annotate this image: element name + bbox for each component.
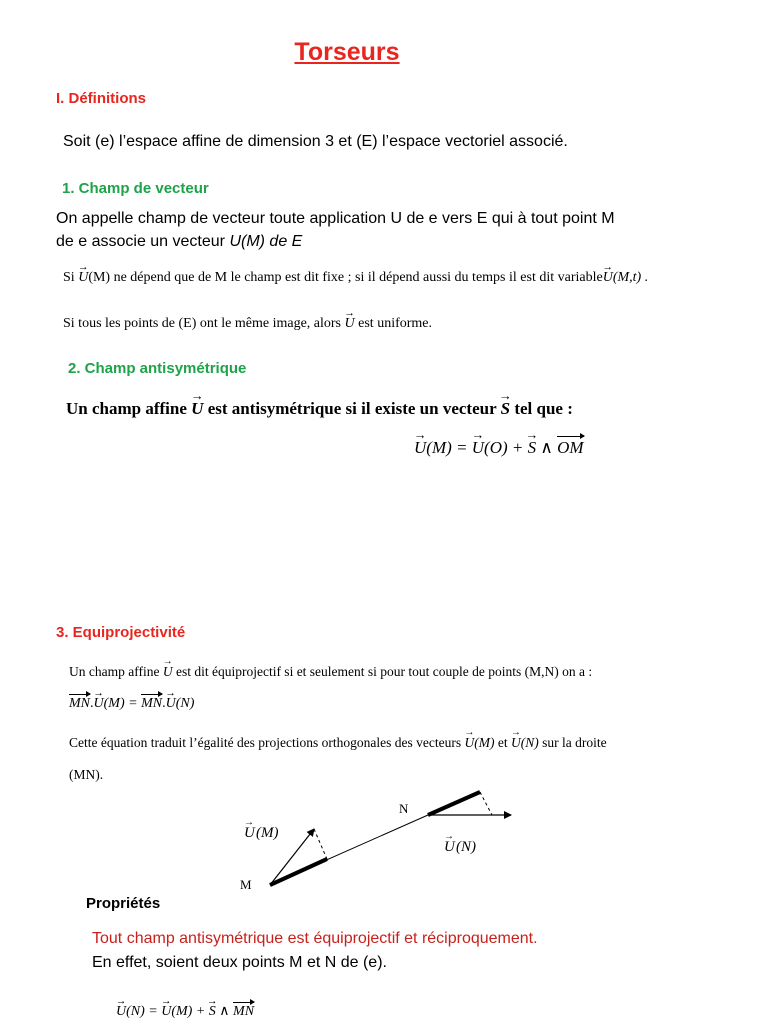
vector-u: → U [166, 696, 176, 712]
equiproj-formula [69, 696, 194, 712]
antisym-text-e: tel que : [510, 399, 573, 418]
equiproj-text-c: est dit équiprojectif si et seulement si pour tout couple de points (M,N) on a : [172, 664, 593, 679]
point-n-label: N [399, 801, 409, 816]
projection-m [270, 859, 327, 885]
vector-u: → U [116, 1004, 126, 1020]
wedge-operator: ∧ [215, 1004, 234, 1019]
vector-om: OM [557, 438, 584, 457]
page-title: Torseurs [294, 38, 400, 66]
definition-line-2-italic: U(M) de E [229, 233, 303, 250]
projection-n [428, 792, 480, 815]
intro-paragraph: Soit (e) l’espace affine de dimension 3 et (E) l’espace vectoriel associé. [63, 133, 568, 150]
vector-u: → U [465, 735, 475, 751]
vector-u: → U [414, 438, 426, 458]
vector-u: → U [472, 438, 484, 458]
antisym-text-c: est antisymétrique si il existe un vecteur [203, 399, 501, 418]
subheading-champ-vecteur: 1. Champ de vecteur [62, 180, 209, 197]
vector-u: → U [78, 270, 88, 286]
equiproj-explanation-line-2: (MN). [69, 767, 104, 782]
subheading-proprietes: Propriétés [86, 895, 161, 912]
dot-operator: . [90, 696, 94, 711]
wedge-operator: ∧ [536, 438, 558, 457]
definition-line-1: On appelle champ de vecteur toute application U de e vers E qui à tout point M [56, 210, 615, 227]
vector-um-label-u: U [244, 825, 255, 841]
equiproj-text-a: Un champ affine [69, 664, 163, 679]
formula-part: (N) = [126, 1004, 162, 1019]
vector-un-label-arg: (N) [456, 839, 476, 855]
antisym-formula [414, 438, 584, 458]
definition-line-2 [56, 233, 302, 251]
explanation-text-d: et [494, 735, 512, 750]
formula-part: (M) + [171, 1004, 209, 1019]
arrow-glyph: → [244, 817, 254, 828]
vector-um-label-arg: (M) [256, 825, 279, 841]
fixe-text-e: (M,t) . [612, 270, 649, 285]
vector-u: → U [511, 735, 521, 751]
vector-u: → U [163, 664, 173, 680]
fixed-field-statement [63, 270, 648, 286]
arrow-glyph: → [444, 831, 454, 842]
equiprojectivity-figure [230, 785, 520, 895]
formula-part: (O) + [484, 438, 528, 457]
proof-intro: En effet, soient deux points M et N de (e). [92, 954, 387, 971]
uniforme-text-a: Si tous les points de (E) ont le même image, alors [63, 316, 345, 331]
vector-mn: MN [141, 696, 163, 711]
property-statement: Tout champ antisymétrique est équiprojectif et réciproquement. [92, 930, 538, 947]
formula-part: (N) [175, 696, 195, 711]
uniforme-text-c: est uniforme. [354, 316, 433, 331]
formula-part: (M) = [426, 438, 472, 457]
equiproj-definition [69, 664, 592, 680]
vector-s: → S [209, 1004, 216, 1020]
antisym-definition [66, 399, 573, 419]
explanation-text-g: sur la droite [538, 735, 607, 750]
vector-mn: MN [69, 696, 90, 711]
fixe-text-c: (M) ne dépend que de M le champ est dit fixe ; si il dépend aussi du temps il est dit variable [88, 270, 603, 285]
vector-u: → U [161, 1004, 171, 1020]
proof-formula [116, 1003, 254, 1020]
point-m-label: M [240, 877, 252, 892]
perpendicular-m [314, 829, 327, 859]
explanation-text-f: (N) [520, 735, 539, 750]
vector-u: → U [94, 696, 104, 712]
vector-un-label-u: U [444, 839, 455, 855]
explanation-text-c: (M) [474, 735, 495, 750]
vector-u: → U [345, 316, 355, 332]
equiproj-explanation [69, 735, 607, 751]
antisym-text-a: Un champ affine [66, 399, 192, 418]
fixe-text-a: Si [63, 270, 79, 285]
vector-mn: MN [233, 1004, 255, 1019]
explanation-text-a: Cette équation traduit l’égalité des projections orthogonales des vecteurs [69, 735, 465, 750]
vector-u: → U [603, 270, 613, 286]
vector-s: → S [501, 399, 510, 419]
vector-u: → U [191, 399, 203, 419]
vector-s: → S [528, 438, 537, 458]
definition-line-2-text: de e associe un vecteur [56, 233, 230, 250]
perpendicular-n [480, 792, 492, 815]
uniform-field-statement [63, 316, 432, 332]
section-heading-equiprojectivite: 3. Equiprojectivité [56, 624, 186, 641]
formula-part: (M) = [103, 696, 142, 711]
section-heading-definitions: I. Définitions [56, 90, 146, 107]
subheading-antisymetrique: 2. Champ antisymétrique [68, 360, 247, 377]
dot-operator: . [162, 696, 166, 711]
